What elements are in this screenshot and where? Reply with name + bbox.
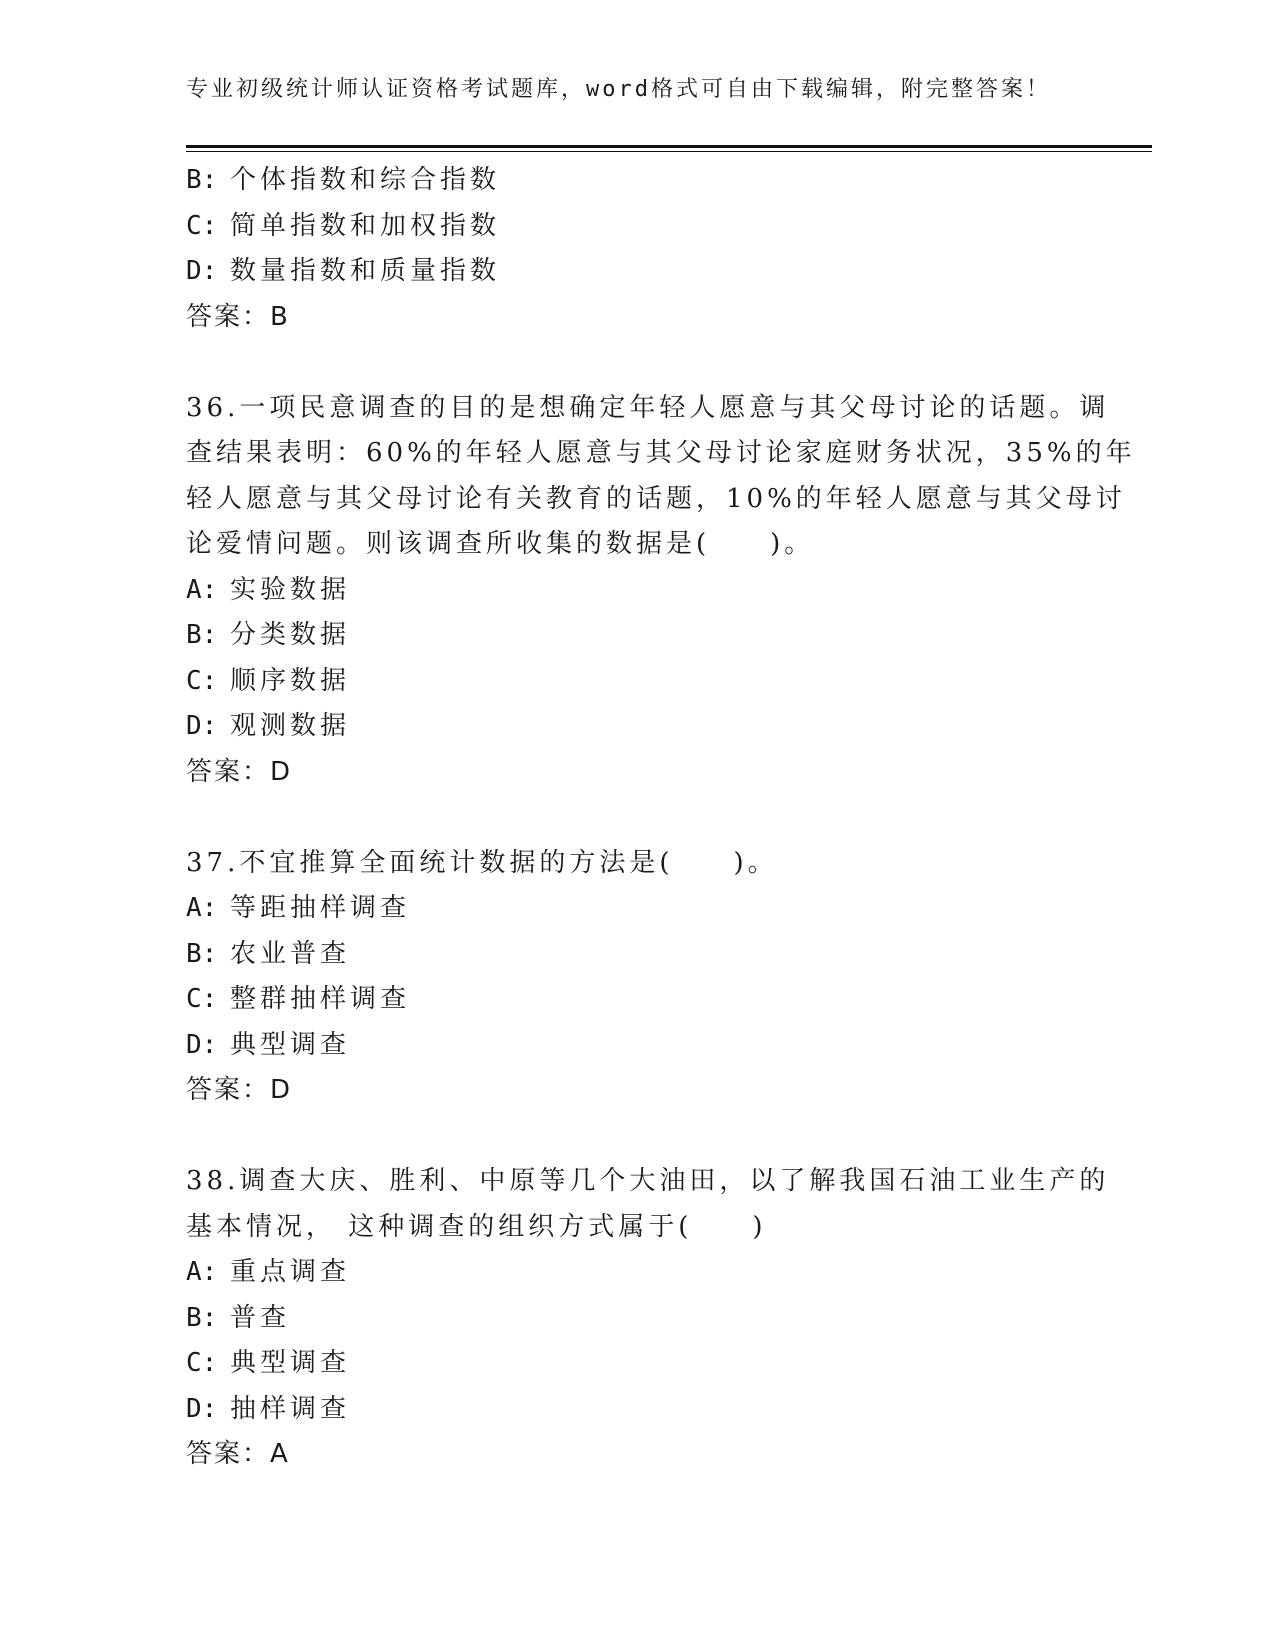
spacer bbox=[186, 340, 1076, 386]
option-c bbox=[186, 204, 1076, 250]
option-c bbox=[186, 1341, 1076, 1387]
option-text: 观测数据 bbox=[230, 711, 351, 741]
question-36 bbox=[186, 386, 1136, 796]
option-text: 普查 bbox=[230, 1302, 291, 1333]
option-a bbox=[186, 568, 1076, 614]
option-label: A: bbox=[186, 893, 218, 923]
option-text: 农业普查 bbox=[230, 938, 351, 969]
spacer bbox=[186, 795, 1076, 841]
option-b bbox=[186, 1296, 1076, 1342]
option-text: 简单指数和加权指数 bbox=[230, 210, 501, 241]
question-line: 查结果表明：60%的年轻人愿意与其父母讨论家庭财务状况，35%的年 bbox=[186, 438, 1136, 468]
header-rule-thick bbox=[186, 145, 1152, 148]
question-line: 轻人愿意与其父母讨论有关教育的话题，10%的年轻人愿意与其父母讨 bbox=[186, 483, 1126, 514]
option-text: 典型调查 bbox=[230, 1348, 351, 1378]
option-label: B: bbox=[186, 938, 218, 969]
option-text: 分类数据 bbox=[230, 620, 351, 650]
header-rule-thin bbox=[186, 151, 1152, 152]
option-label: C: bbox=[186, 1348, 218, 1378]
option-text: 实验数据 bbox=[230, 574, 351, 605]
option-label: A: bbox=[186, 574, 218, 605]
question-line: 基本情况， 这种调查的组织方式属于( ) bbox=[186, 1211, 767, 1242]
option-text: 等距抽样调查 bbox=[230, 893, 411, 923]
option-c bbox=[186, 659, 1076, 705]
option-d bbox=[186, 249, 1076, 295]
question-38 bbox=[186, 1159, 1110, 1478]
question-line: 37.不宜推算全面统计数据的方法是( )。 bbox=[186, 847, 778, 878]
page-header: 专业初级统计师认证资格考试题库，word格式可自由下载编辑，附完整答案！ bbox=[186, 77, 1051, 102]
option-a bbox=[186, 886, 1076, 932]
option-label: A: bbox=[186, 1257, 218, 1287]
option-label: D: bbox=[186, 1393, 218, 1424]
option-b bbox=[186, 613, 1076, 659]
option-label: C: bbox=[186, 984, 218, 1014]
option-c bbox=[186, 977, 1076, 1023]
option-label: C: bbox=[186, 665, 218, 696]
answer: 答案：D bbox=[186, 1075, 293, 1105]
option-d bbox=[186, 1387, 1076, 1433]
question-35 bbox=[186, 158, 1076, 340]
option-label: B: bbox=[186, 165, 218, 195]
content bbox=[186, 158, 1136, 1478]
option-label: B: bbox=[186, 620, 218, 650]
answer: 答案：D bbox=[186, 756, 293, 787]
option-label: D: bbox=[186, 711, 218, 741]
option-text: 抽样调查 bbox=[230, 1393, 351, 1424]
question-37 bbox=[186, 841, 1076, 1114]
question-text bbox=[186, 386, 1136, 568]
option-label: B: bbox=[186, 1302, 218, 1333]
question-line: 38.调查大庆、胜利、中原等几个大油田，以了解我国石油工业生产的 bbox=[186, 1166, 1110, 1196]
option-text: 重点调查 bbox=[230, 1257, 351, 1287]
option-a bbox=[186, 1250, 1076, 1296]
option-text: 典型调查 bbox=[230, 1029, 351, 1060]
answer: 答案：A bbox=[186, 1439, 290, 1469]
option-d bbox=[186, 1023, 1076, 1069]
option-d bbox=[186, 704, 1076, 750]
question-line: 论爱情问题。则该调查所收集的数据是( )。 bbox=[186, 529, 815, 559]
option-label: D: bbox=[186, 1029, 218, 1060]
answer: 答案：B bbox=[186, 301, 290, 332]
option-label: C: bbox=[186, 210, 218, 241]
option-text: 个体指数和综合指数 bbox=[230, 165, 501, 195]
option-b bbox=[186, 932, 1076, 978]
question-line: 36.一项民意调查的目的是想确定年轻人愿意与其父母讨论的话题。调 bbox=[186, 392, 1110, 423]
spacer bbox=[186, 1114, 1076, 1160]
option-text: 整群抽样调查 bbox=[230, 984, 411, 1014]
option-text: 数量指数和质量指数 bbox=[230, 256, 501, 286]
option-text: 顺序数据 bbox=[230, 665, 351, 696]
option-label: D: bbox=[186, 256, 218, 286]
option-b bbox=[186, 158, 1076, 204]
